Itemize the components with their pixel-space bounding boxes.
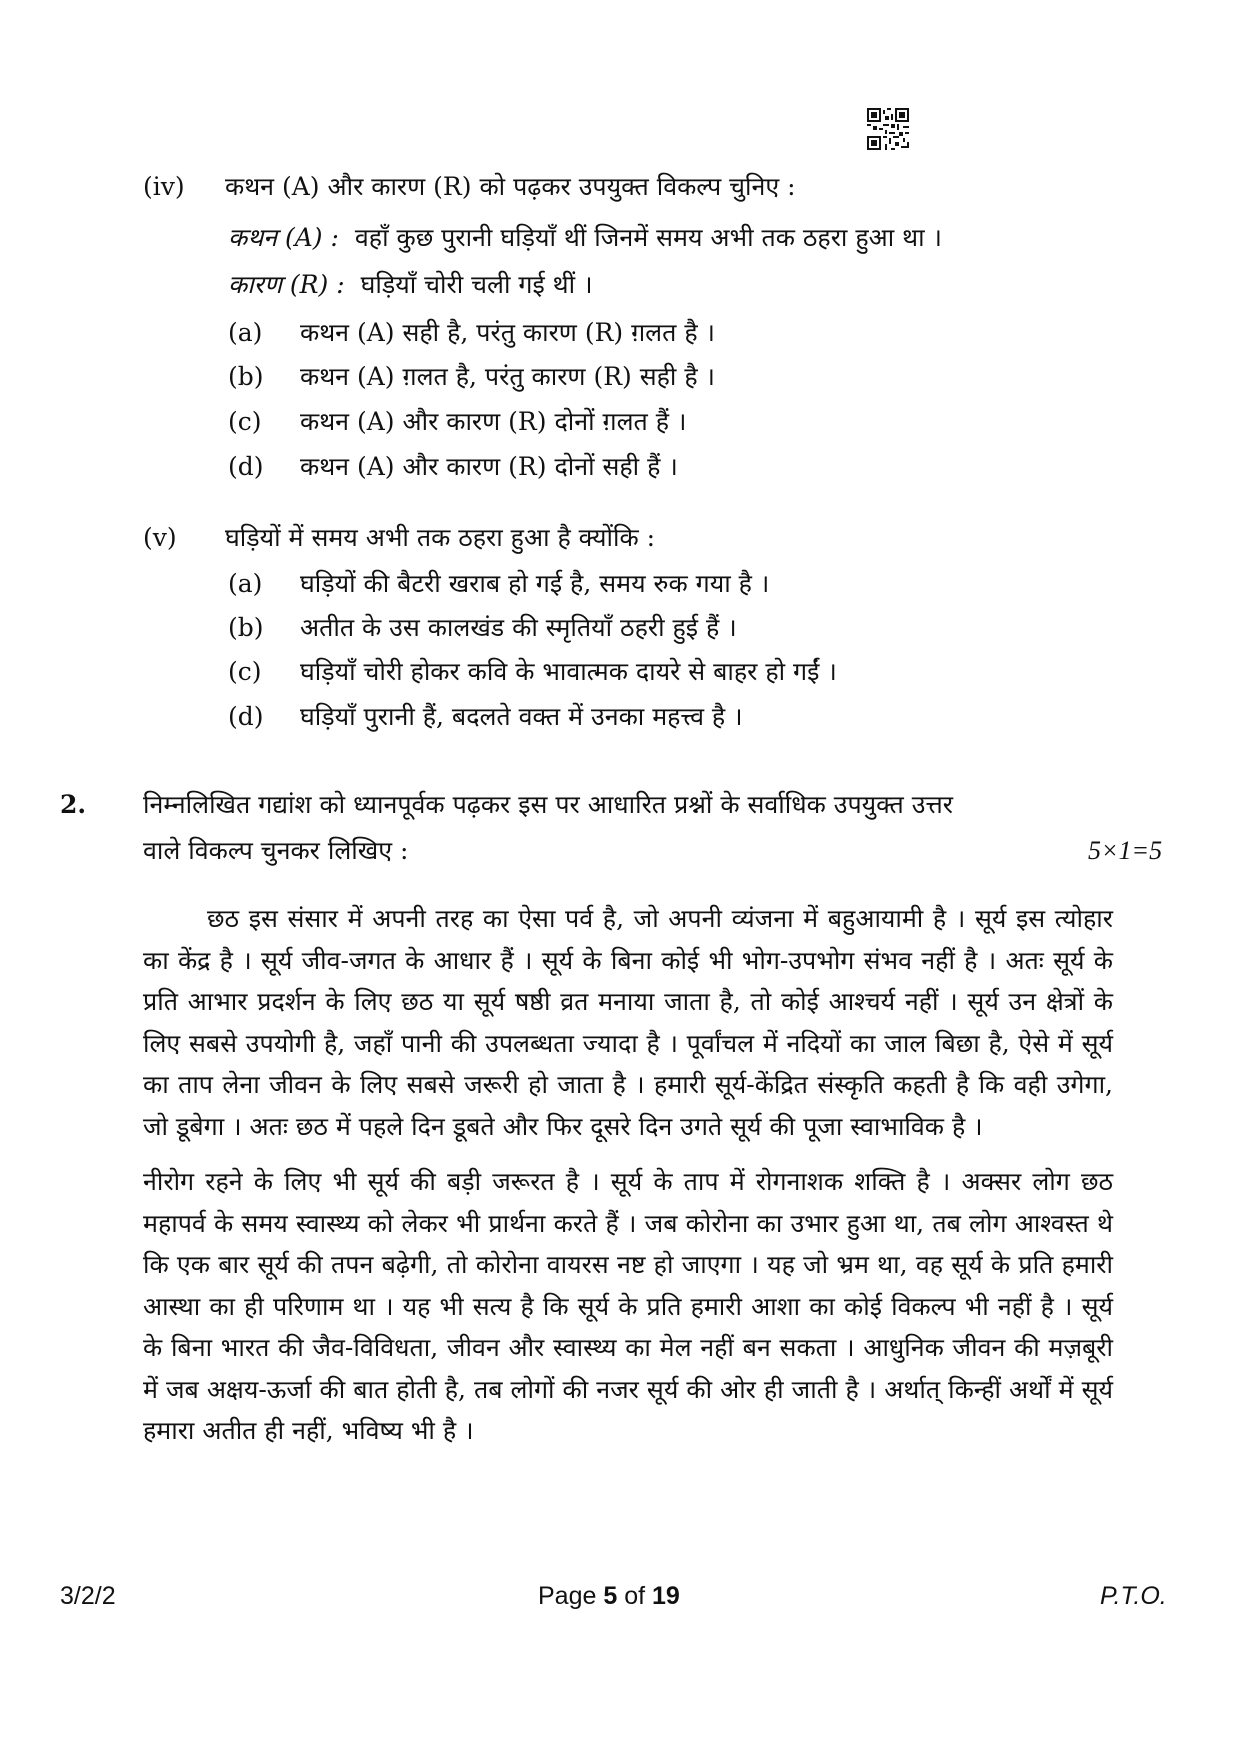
option-text: घड़ियों की बैटरी खराब हो गई है, समय रुक गया है ।	[300, 569, 770, 598]
option-key: (c)	[228, 657, 262, 686]
option-key: (b)	[228, 362, 264, 391]
reason-label: कारण (R) :	[228, 270, 345, 299]
question-2-instruction-line2: वाले विकल्प चुनकर लिखिए :	[143, 836, 409, 865]
option-text: कथन (A) और कारण (R) दोनों ग़लत हैं ।	[300, 407, 687, 436]
question-2-marks: 5×1=5	[1088, 836, 1163, 865]
passage-paragraph-2: नीरोग रहने के लिए भी सूर्य की बड़ी जरूरत है । सूर्य के ताप में रोगनाशक शक्ति है । अक्सर लोग छठ महापर्व के समय स्वास्थ्य को लेकर भी प्रार्थना करते हैं । जब कोरोना का उभार हुआ था, तब लोग आश्वस्त थे कि एक बार सूर्य की तपन बढ़ेगी, तो कोरोना वायरस नष्ट हो जाएगा । यह जो भ्रम था, वह सूर्य के प्रति हमारी आस्था का ही परिणाम था । यह भी सत्य है कि सूर्य के प्रति हमारी आशा का कोई विकल्प भी नहीं है । सूर्य के बिना भारत की जैव-विविधता, जीवन और स्वास्थ्य का मेल नहीं बन सकता । आधुनिक जीवन की मज़बूरी में जब अक्षय-ऊर्जा की बात होती है, तब लोगों की नजर सूर्य की ओर ही जाती है । अर्थात् किन्हीं अर्थों में सूर्य हमारा अतीत ही नहीं, भविष्य भी है ।	[143, 1167, 1113, 1445]
passage	[143, 898, 1113, 1452]
option-text: घड़ियाँ पुरानी हैं, बदलते वक्त में उनका महत्त्व है ।	[300, 702, 743, 731]
option-text: कथन (A) सही है, परंतु कारण (R) ग़लत है ।	[300, 318, 716, 347]
option-key: (a)	[228, 569, 263, 598]
reason-row	[228, 270, 593, 300]
assertion-text: वहाँ कुछ पुरानी घड़ियाँ थीं जिनमें समय अभी तक ठहरा हुआ था ।	[354, 223, 942, 252]
assertion-row	[228, 223, 942, 253]
footer-code: 3/2/2	[60, 1582, 116, 1610]
option-key: (b)	[228, 613, 264, 642]
option-key: (d)	[228, 452, 264, 481]
footer-pto: P.T.O.	[1100, 1582, 1167, 1610]
option-text: कथन (A) ग़लत है, परंतु कारण (R) सही है ।	[300, 362, 716, 391]
option-key: (a)	[228, 318, 263, 347]
option-key: (c)	[228, 407, 262, 436]
passage-paragraph-1: छठ इस संसार में अपनी तरह का ऐसा पर्व है, जो अपनी व्यंजना में बहुआयामी है । सूर्य इस त्योहार का केंद्र है । सूर्य जीव-जगत के आधार हैं । सूर्य के बिना कोई भी भोग-उपभोग संभव नहीं है । अतः सूर्य के प्रति आभार प्रदर्शन के लिए छठ या सूर्य षष्ठी व्रत मनाया जाता है, तो कोई आश्चर्य नहीं । सूर्य उन क्षेत्रों के लिए सबसे उपयोगी है, जहाँ पानी की उपलब्धता ज्यादा है । पूर्वांचल में नदियों का जाल बिछा है, ऐसे में सूर्य का ताप लेना जीवन के लिए सबसे जरूरी हो जाता है । हमारी सूर्य-केंद्रित संस्कृति कहती है कि वही उगेगा, जो डूबेगा । अतः छठ में पहले दिन डूबते और फिर दूसरे दिन उगते सूर्य की पूजा स्वाभाविक है ।	[143, 904, 1113, 1141]
assertion-label: कथन (A) :	[228, 223, 339, 252]
question-v-text: घड़ियों में समय अभी तक ठहरा हुआ है क्योंकि :	[225, 523, 656, 552]
page-total: 19	[652, 1582, 680, 1610]
question-2-instruction-line1: निम्नलिखित गद्यांश को ध्यानपूर्वक पढ़कर इस पर आधारित प्रश्नों के सर्वाधिक उपयुक्त उत्तर	[143, 790, 953, 819]
question-iv-text: कथन (A) और कारण (R) को पढ़कर उपयुक्त विकल्प चुनिए :	[225, 172, 796, 201]
option-key: (d)	[228, 702, 264, 731]
reason-text: घड़ियाँ चोरी चली गई थीं ।	[360, 270, 593, 299]
page-prefix: Page	[538, 1582, 604, 1610]
question-2-number: 2.	[60, 790, 87, 819]
question-iv-number: (iv)	[143, 172, 185, 201]
option-text: अतीत के उस कालखंड की स्मृतियाँ ठहरी हुई हैं ।	[300, 613, 737, 642]
question-v-number: (v)	[143, 523, 177, 552]
option-text: कथन (A) और कारण (R) दोनों सही हैं ।	[300, 452, 678, 481]
footer-page-number	[538, 1582, 680, 1611]
page-current: 5	[603, 1582, 618, 1610]
option-text: घड़ियाँ चोरी होकर कवि के भावात्मक दायरे से बाहर हो गईं ।	[300, 657, 837, 686]
qr-code	[867, 108, 909, 150]
page-of: of	[617, 1582, 652, 1610]
